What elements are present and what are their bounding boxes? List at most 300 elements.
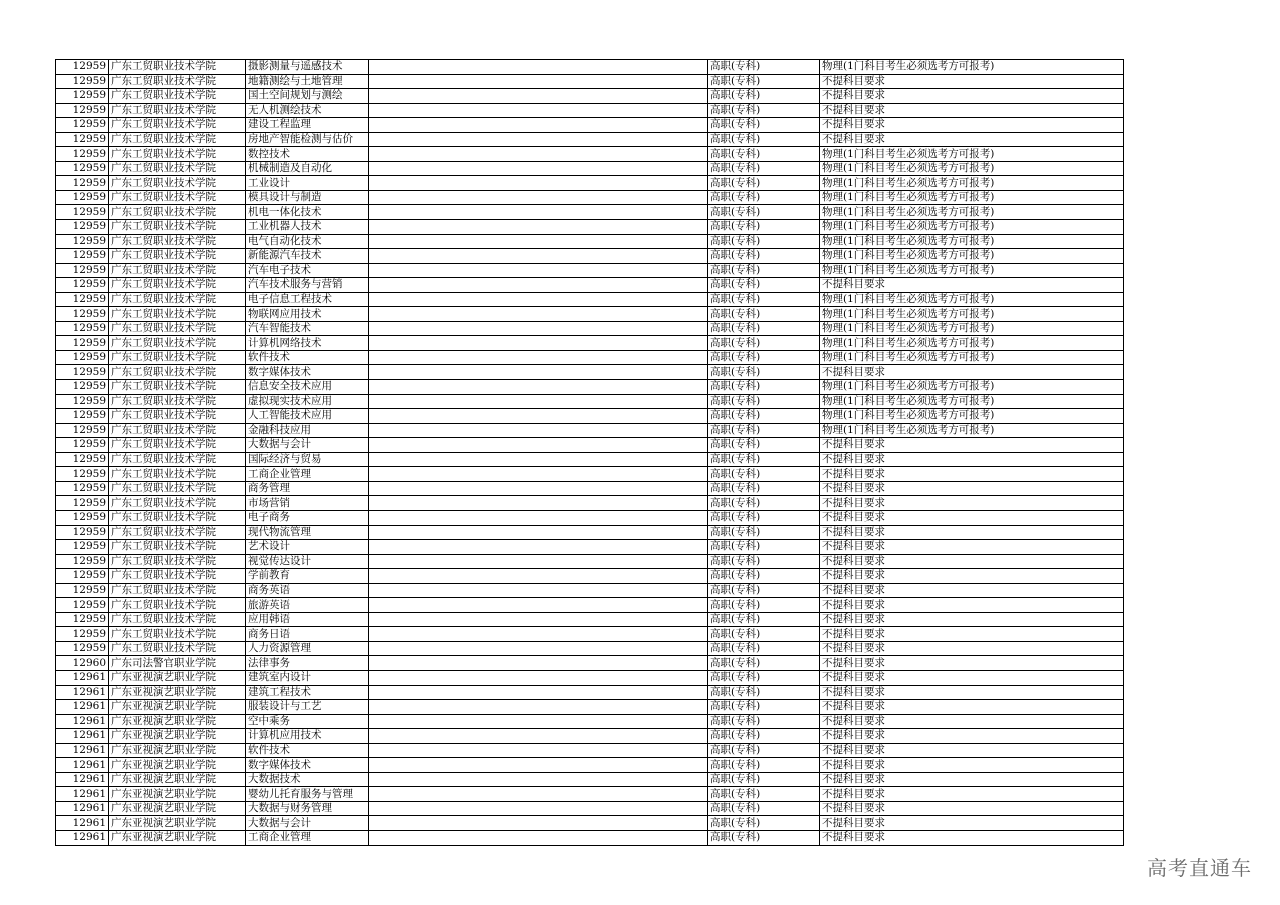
table-row: [56, 161, 1124, 176]
school-code-cell: 12959: [56, 569, 109, 584]
major-name-cell: 汽车电子技术: [246, 263, 369, 278]
major-name-cell: 国土空间规划与测绘: [246, 89, 369, 104]
school-name-cell: 广东工贸职业技术学院: [109, 423, 246, 438]
school-name-cell: 广东工贸职业技术学院: [109, 74, 246, 89]
blank-cell: [369, 700, 708, 715]
subject-requirement-cell: 不提科目要求: [820, 278, 1124, 293]
table-row: [56, 481, 1124, 496]
level-cell: 高职(专科): [708, 656, 820, 671]
school-code-cell: 12959: [56, 74, 109, 89]
school-code-cell: 12961: [56, 787, 109, 802]
blank-cell: [369, 307, 708, 322]
blank-cell: [369, 743, 708, 758]
subject-requirement-cell: 物理(1门科目考生必须选考方可报考): [820, 176, 1124, 191]
blank-cell: [369, 60, 708, 75]
major-name-cell: 房地产智能检测与估价: [246, 132, 369, 147]
major-name-cell: 建筑工程技术: [246, 685, 369, 700]
level-cell: 高职(专科): [708, 249, 820, 264]
subject-requirement-cell: 不提科目要求: [820, 583, 1124, 598]
level-cell: 高职(专科): [708, 89, 820, 104]
blank-cell: [369, 554, 708, 569]
subject-requirement-cell: 物理(1门科目考生必须选考方可报考): [820, 350, 1124, 365]
subject-requirement-cell: 不提科目要求: [820, 481, 1124, 496]
school-code-cell: 12959: [56, 583, 109, 598]
subject-requirement-cell: 物理(1门科目考生必须选考方可报考): [820, 205, 1124, 220]
table-row: [56, 598, 1124, 613]
subject-requirement-cell: 不提科目要求: [820, 787, 1124, 802]
major-name-cell: 摄影测量与遥感技术: [246, 60, 369, 75]
school-code-cell: 12959: [56, 350, 109, 365]
school-code-cell: 12959: [56, 525, 109, 540]
subject-requirement-cell: 不提科目要求: [820, 467, 1124, 482]
school-code-cell: 12959: [56, 292, 109, 307]
blank-cell: [369, 583, 708, 598]
school-code-cell: 12959: [56, 278, 109, 293]
major-name-cell: 数控技术: [246, 147, 369, 162]
level-cell: 高职(专科): [708, 409, 820, 424]
subject-requirement-cell: 不提科目要求: [820, 670, 1124, 685]
table-row: [56, 569, 1124, 584]
blank-cell: [369, 525, 708, 540]
subject-requirement-cell: 物理(1门科目考生必须选考方可报考): [820, 321, 1124, 336]
blank-cell: [369, 627, 708, 642]
major-name-cell: 服装设计与工艺: [246, 700, 369, 715]
subject-requirement-cell: 不提科目要求: [820, 510, 1124, 525]
subject-requirement-cell: 不提科目要求: [820, 830, 1124, 845]
blank-cell: [369, 103, 708, 118]
level-cell: 高职(专科): [708, 452, 820, 467]
school-code-cell: 12959: [56, 336, 109, 351]
school-code-cell: 12959: [56, 394, 109, 409]
major-name-cell: 人工智能技术应用: [246, 409, 369, 424]
level-cell: 高职(专科): [708, 380, 820, 395]
table-row: [56, 423, 1124, 438]
school-name-cell: 广东工贸职业技术学院: [109, 409, 246, 424]
table-row: [56, 132, 1124, 147]
major-name-cell: 视觉传达设计: [246, 554, 369, 569]
major-name-cell: 空中乘务: [246, 714, 369, 729]
table-row: [56, 510, 1124, 525]
school-name-cell: 广东工贸职业技术学院: [109, 540, 246, 555]
blank-cell: [369, 147, 708, 162]
school-name-cell: 广东亚视演艺职业学院: [109, 685, 246, 700]
subject-requirement-cell: 不提科目要求: [820, 89, 1124, 104]
table-row: [56, 380, 1124, 395]
table-row: [56, 249, 1124, 264]
level-cell: 高职(专科): [708, 583, 820, 598]
school-name-cell: 广东工贸职业技术学院: [109, 510, 246, 525]
level-cell: 高职(专科): [708, 176, 820, 191]
table-row: [56, 278, 1124, 293]
blank-cell: [369, 365, 708, 380]
level-cell: 高职(专科): [708, 132, 820, 147]
school-code-cell: 12959: [56, 423, 109, 438]
school-name-cell: 广东工贸职业技术学院: [109, 307, 246, 322]
table-row: [56, 496, 1124, 511]
major-name-cell: 软件技术: [246, 743, 369, 758]
blank-cell: [369, 612, 708, 627]
level-cell: 高职(专科): [708, 525, 820, 540]
school-name-cell: 广东亚视演艺职业学院: [109, 729, 246, 744]
subject-requirement-cell: 物理(1门科目考生必须选考方可报考): [820, 190, 1124, 205]
major-name-cell: 大数据与会计: [246, 816, 369, 831]
table-row: [56, 118, 1124, 133]
major-name-cell: 工商企业管理: [246, 467, 369, 482]
subject-requirement-cell: 不提科目要求: [820, 612, 1124, 627]
major-name-cell: 大数据与财务管理: [246, 801, 369, 816]
table-row: [56, 350, 1124, 365]
school-name-cell: 广东亚视演艺职业学院: [109, 816, 246, 831]
level-cell: 高职(专科): [708, 685, 820, 700]
table-row: [56, 365, 1124, 380]
blank-cell: [369, 452, 708, 467]
subject-requirement-cell: 物理(1门科目考生必须选考方可报考): [820, 307, 1124, 322]
major-name-cell: 地籍测绘与土地管理: [246, 74, 369, 89]
subject-requirement-cell: 不提科目要求: [820, 525, 1124, 540]
level-cell: 高职(专科): [708, 74, 820, 89]
subject-requirement-cell: 物理(1门科目考生必须选考方可报考): [820, 263, 1124, 278]
blank-cell: [369, 496, 708, 511]
school-name-cell: 广东工贸职业技术学院: [109, 190, 246, 205]
school-name-cell: 广东工贸职业技术学院: [109, 60, 246, 75]
school-name-cell: 广东工贸职业技术学院: [109, 234, 246, 249]
blank-cell: [369, 438, 708, 453]
school-name-cell: 广东工贸职业技术学院: [109, 467, 246, 482]
school-code-cell: 12961: [56, 714, 109, 729]
school-code-cell: 12961: [56, 772, 109, 787]
table-row: [56, 787, 1124, 802]
table-row: [56, 147, 1124, 162]
blank-cell: [369, 89, 708, 104]
level-cell: 高职(专科): [708, 481, 820, 496]
table-row: [56, 670, 1124, 685]
admissions-table-body: [56, 60, 1124, 846]
table-row: [56, 438, 1124, 453]
school-code-cell: 12959: [56, 205, 109, 220]
school-code-cell: 12959: [56, 598, 109, 613]
level-cell: 高职(专科): [708, 336, 820, 351]
school-name-cell: 广东工贸职业技术学院: [109, 365, 246, 380]
school-name-cell: 广东工贸职业技术学院: [109, 554, 246, 569]
table-row: [56, 394, 1124, 409]
major-name-cell: 应用韩语: [246, 612, 369, 627]
subject-requirement-cell: 物理(1门科目考生必须选考方可报考): [820, 147, 1124, 162]
school-name-cell: 广东工贸职业技术学院: [109, 220, 246, 235]
subject-requirement-cell: 不提科目要求: [820, 641, 1124, 656]
school-code-cell: 12961: [56, 729, 109, 744]
level-cell: 高职(专科): [708, 147, 820, 162]
major-name-cell: 建筑室内设计: [246, 670, 369, 685]
school-name-cell: 广东工贸职业技术学院: [109, 350, 246, 365]
level-cell: 高职(专科): [708, 510, 820, 525]
admissions-table: [55, 59, 1124, 846]
level-cell: 高职(专科): [708, 598, 820, 613]
school-code-cell: 12959: [56, 147, 109, 162]
level-cell: 高职(专科): [708, 496, 820, 511]
level-cell: 高职(专科): [708, 423, 820, 438]
level-cell: 高职(专科): [708, 103, 820, 118]
subject-requirement-cell: 不提科目要求: [820, 816, 1124, 831]
school-code-cell: 12959: [56, 438, 109, 453]
school-code-cell: 12959: [56, 103, 109, 118]
school-code-cell: 12959: [56, 263, 109, 278]
school-name-cell: 广东亚视演艺职业学院: [109, 743, 246, 758]
subject-requirement-cell: 物理(1门科目考生必须选考方可报考): [820, 292, 1124, 307]
subject-requirement-cell: 物理(1门科目考生必须选考方可报考): [820, 409, 1124, 424]
school-code-cell: 12959: [56, 540, 109, 555]
table-row: [56, 612, 1124, 627]
level-cell: 高职(专科): [708, 205, 820, 220]
table-row: [56, 714, 1124, 729]
school-name-cell: 广东亚视演艺职业学院: [109, 670, 246, 685]
school-code-cell: 12961: [56, 830, 109, 845]
level-cell: 高职(专科): [708, 190, 820, 205]
major-name-cell: 商务日语: [246, 627, 369, 642]
table-row: [56, 176, 1124, 191]
level-cell: 高职(专科): [708, 772, 820, 787]
school-name-cell: 广东工贸职业技术学院: [109, 569, 246, 584]
subject-requirement-cell: 不提科目要求: [820, 685, 1124, 700]
school-code-cell: 12959: [56, 496, 109, 511]
table-row: [56, 758, 1124, 773]
school-code-cell: 12959: [56, 380, 109, 395]
blank-cell: [369, 816, 708, 831]
level-cell: 高职(专科): [708, 60, 820, 75]
blank-cell: [369, 467, 708, 482]
level-cell: 高职(专科): [708, 569, 820, 584]
major-name-cell: 婴幼儿托育服务与管理: [246, 787, 369, 802]
subject-requirement-cell: 不提科目要求: [820, 801, 1124, 816]
major-name-cell: 工业设计: [246, 176, 369, 191]
table-row: [56, 801, 1124, 816]
school-name-cell: 广东工贸职业技术学院: [109, 89, 246, 104]
school-name-cell: 广东亚视演艺职业学院: [109, 801, 246, 816]
school-name-cell: 广东工贸职业技术学院: [109, 598, 246, 613]
table-row: [56, 60, 1124, 75]
school-name-cell: 广东工贸职业技术学院: [109, 321, 246, 336]
school-name-cell: 广东工贸职业技术学院: [109, 612, 246, 627]
major-name-cell: 人力资源管理: [246, 641, 369, 656]
level-cell: 高职(专科): [708, 729, 820, 744]
subject-requirement-cell: 不提科目要求: [820, 496, 1124, 511]
major-name-cell: 数字媒体技术: [246, 758, 369, 773]
subject-requirement-cell: 不提科目要求: [820, 656, 1124, 671]
school-name-cell: 广东工贸职业技术学院: [109, 132, 246, 147]
major-name-cell: 现代物流管理: [246, 525, 369, 540]
blank-cell: [369, 656, 708, 671]
school-name-cell: 广东工贸职业技术学院: [109, 496, 246, 511]
school-code-cell: 12959: [56, 234, 109, 249]
school-code-cell: 12959: [56, 481, 109, 496]
table-row: [56, 816, 1124, 831]
major-name-cell: 模具设计与制造: [246, 190, 369, 205]
table-row: [56, 830, 1124, 845]
major-name-cell: 汽车智能技术: [246, 321, 369, 336]
blank-cell: [369, 409, 708, 424]
subject-requirement-cell: 物理(1门科目考生必须选考方可报考): [820, 60, 1124, 75]
blank-cell: [369, 540, 708, 555]
table-row: [56, 321, 1124, 336]
subject-requirement-cell: 物理(1门科目考生必须选考方可报考): [820, 336, 1124, 351]
level-cell: 高职(专科): [708, 641, 820, 656]
level-cell: 高职(专科): [708, 118, 820, 133]
major-name-cell: 市场营销: [246, 496, 369, 511]
major-name-cell: 工商企业管理: [246, 830, 369, 845]
table-row: [56, 554, 1124, 569]
level-cell: 高职(专科): [708, 714, 820, 729]
school-code-cell: 12961: [56, 685, 109, 700]
school-name-cell: 广东工贸职业技术学院: [109, 249, 246, 264]
level-cell: 高职(专科): [708, 743, 820, 758]
subject-requirement-cell: 物理(1门科目考生必须选考方可报考): [820, 380, 1124, 395]
major-name-cell: 国际经济与贸易: [246, 452, 369, 467]
blank-cell: [369, 729, 708, 744]
blank-cell: [369, 481, 708, 496]
school-name-cell: 广东工贸职业技术学院: [109, 263, 246, 278]
level-cell: 高职(专科): [708, 758, 820, 773]
major-name-cell: 新能源汽车技术: [246, 249, 369, 264]
level-cell: 高职(专科): [708, 263, 820, 278]
school-code-cell: 12959: [56, 161, 109, 176]
blank-cell: [369, 801, 708, 816]
school-name-cell: 广东工贸职业技术学院: [109, 481, 246, 496]
level-cell: 高职(专科): [708, 467, 820, 482]
blank-cell: [369, 249, 708, 264]
school-name-cell: 广东工贸职业技术学院: [109, 176, 246, 191]
blank-cell: [369, 132, 708, 147]
table-row: [56, 234, 1124, 249]
major-name-cell: 机械制造及自动化: [246, 161, 369, 176]
blank-cell: [369, 205, 708, 220]
school-code-cell: 12959: [56, 409, 109, 424]
major-name-cell: 工业机器人技术: [246, 220, 369, 235]
subject-requirement-cell: 不提科目要求: [820, 103, 1124, 118]
school-code-cell: 12959: [56, 452, 109, 467]
blank-cell: [369, 787, 708, 802]
table-row: [56, 74, 1124, 89]
subject-requirement-cell: 不提科目要求: [820, 758, 1124, 773]
table-row: [56, 190, 1124, 205]
subject-requirement-cell: 不提科目要求: [820, 772, 1124, 787]
level-cell: 高职(专科): [708, 700, 820, 715]
table-row: [56, 307, 1124, 322]
major-name-cell: 计算机网络技术: [246, 336, 369, 351]
major-name-cell: 信息安全技术应用: [246, 380, 369, 395]
school-code-cell: 12959: [56, 321, 109, 336]
school-name-cell: 广东工贸职业技术学院: [109, 278, 246, 293]
watermark-text: 高考直通车: [1147, 856, 1252, 880]
major-name-cell: 旅游英语: [246, 598, 369, 613]
subject-requirement-cell: 不提科目要求: [820, 554, 1124, 569]
table-row: [56, 525, 1124, 540]
school-name-cell: 广东工贸职业技术学院: [109, 118, 246, 133]
school-name-cell: 广东亚视演艺职业学院: [109, 700, 246, 715]
school-code-cell: 12960: [56, 656, 109, 671]
school-name-cell: 广东工贸职业技术学院: [109, 452, 246, 467]
table-row: [56, 700, 1124, 715]
table-row: [56, 540, 1124, 555]
major-name-cell: 电气自动化技术: [246, 234, 369, 249]
level-cell: 高职(专科): [708, 321, 820, 336]
blank-cell: [369, 74, 708, 89]
blank-cell: [369, 292, 708, 307]
major-name-cell: 法律事务: [246, 656, 369, 671]
table-row: [56, 772, 1124, 787]
subject-requirement-cell: 物理(1门科目考生必须选考方可报考): [820, 220, 1124, 235]
subject-requirement-cell: 不提科目要求: [820, 438, 1124, 453]
major-name-cell: 大数据与会计: [246, 438, 369, 453]
level-cell: 高职(专科): [708, 627, 820, 642]
table-row: [56, 263, 1124, 278]
level-cell: 高职(专科): [708, 438, 820, 453]
level-cell: 高职(专科): [708, 787, 820, 802]
school-name-cell: 广东工贸职业技术学院: [109, 147, 246, 162]
school-code-cell: 12959: [56, 554, 109, 569]
school-code-cell: 12959: [56, 190, 109, 205]
level-cell: 高职(专科): [708, 801, 820, 816]
school-name-cell: 广东司法警官职业学院: [109, 656, 246, 671]
subject-requirement-cell: 不提科目要求: [820, 132, 1124, 147]
blank-cell: [369, 670, 708, 685]
level-cell: 高职(专科): [708, 234, 820, 249]
school-name-cell: 广东亚视演艺职业学院: [109, 772, 246, 787]
subject-requirement-cell: 不提科目要求: [820, 700, 1124, 715]
table-row: [56, 452, 1124, 467]
school-code-cell: 12961: [56, 758, 109, 773]
school-code-cell: 12961: [56, 801, 109, 816]
subject-requirement-cell: 不提科目要求: [820, 598, 1124, 613]
school-name-cell: 广东工贸职业技术学院: [109, 380, 246, 395]
table-row: [56, 103, 1124, 118]
level-cell: 高职(专科): [708, 540, 820, 555]
subject-requirement-cell: 不提科目要求: [820, 452, 1124, 467]
school-name-cell: 广东工贸职业技术学院: [109, 438, 246, 453]
level-cell: 高职(专科): [708, 670, 820, 685]
blank-cell: [369, 569, 708, 584]
blank-cell: [369, 641, 708, 656]
school-code-cell: 12959: [56, 89, 109, 104]
school-name-cell: 广东工贸职业技术学院: [109, 292, 246, 307]
school-code-cell: 12959: [56, 307, 109, 322]
subject-requirement-cell: 不提科目要求: [820, 118, 1124, 133]
blank-cell: [369, 161, 708, 176]
major-name-cell: 数字媒体技术: [246, 365, 369, 380]
major-name-cell: 大数据技术: [246, 772, 369, 787]
level-cell: 高职(专科): [708, 278, 820, 293]
school-name-cell: 广东亚视演艺职业学院: [109, 787, 246, 802]
school-name-cell: 广东工贸职业技术学院: [109, 641, 246, 656]
blank-cell: [369, 321, 708, 336]
level-cell: 高职(专科): [708, 161, 820, 176]
school-code-cell: 12959: [56, 118, 109, 133]
table-row: [56, 743, 1124, 758]
table-row: [56, 656, 1124, 671]
level-cell: 高职(专科): [708, 365, 820, 380]
blank-cell: [369, 772, 708, 787]
school-name-cell: 广东工贸职业技术学院: [109, 336, 246, 351]
school-code-cell: 12959: [56, 510, 109, 525]
subject-requirement-cell: 物理(1门科目考生必须选考方可报考): [820, 394, 1124, 409]
level-cell: 高职(专科): [708, 830, 820, 845]
school-name-cell: 广东工贸职业技术学院: [109, 525, 246, 540]
school-code-cell: 12959: [56, 641, 109, 656]
blank-cell: [369, 380, 708, 395]
blank-cell: [369, 336, 708, 351]
major-name-cell: 电子信息工程技术: [246, 292, 369, 307]
school-code-cell: 12959: [56, 627, 109, 642]
subject-requirement-cell: 物理(1门科目考生必须选考方可报考): [820, 423, 1124, 438]
level-cell: 高职(专科): [708, 307, 820, 322]
